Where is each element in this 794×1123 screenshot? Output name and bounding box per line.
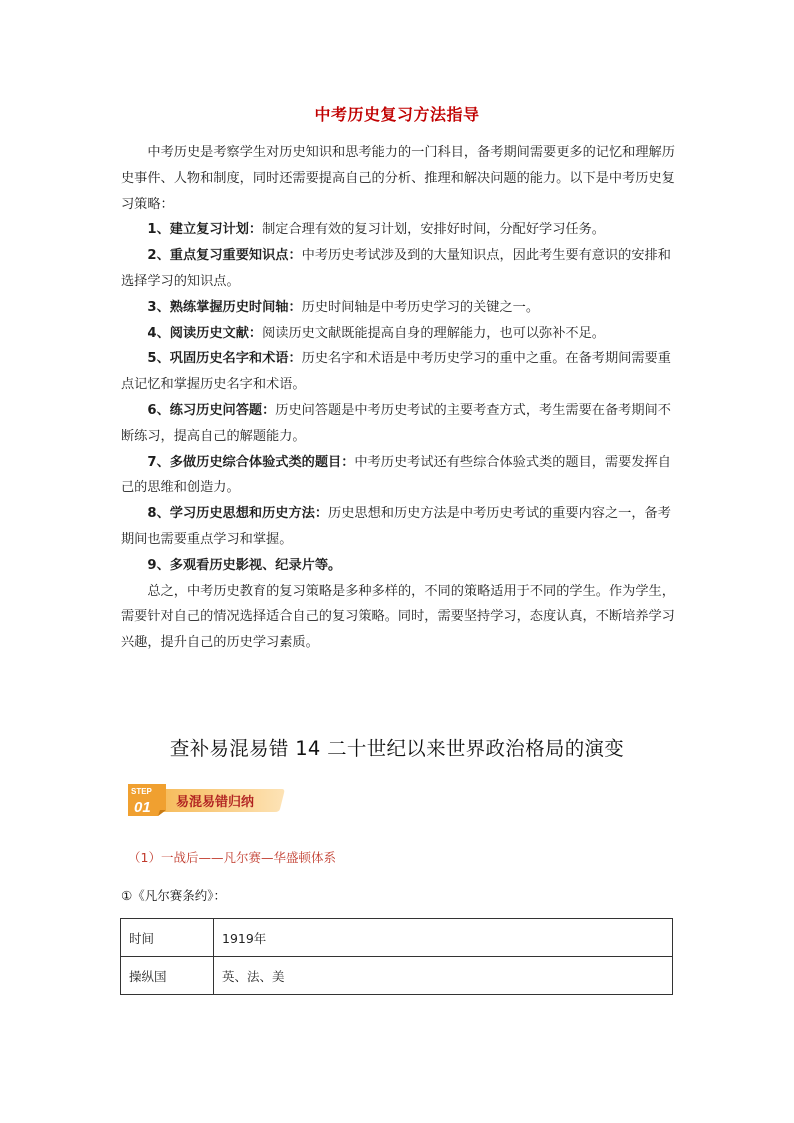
strategy-text: 历史时间轴是中考历史学习的关键之一。	[301, 299, 540, 315]
strategy-item	[121, 398, 677, 450]
conclusion-paragraph: 总之，中考历史教育的复习策略是多种多样的，不同的策略适用于不同的学生。作为学生，需要针对自己的情况选择适合自己的复习策略。同时，需要坚持学习，态度认真，不断培养学习兴趣，提升自己的历史学习素质。	[121, 583, 675, 651]
guide-body	[121, 140, 677, 656]
strategy-key: 9、多观看历史影视、纪录片等。	[147, 557, 342, 573]
strategy-key: 6、练习历史问答题：	[147, 402, 276, 418]
strategy-text: 历史问答题是中考历史考试的主要考查方式，考生需要在备考期间不断练习，提高自己的解题能力。	[121, 402, 671, 444]
table-row	[121, 919, 673, 957]
strategy-key: 8、学习历史思想和历史方法：	[147, 506, 329, 522]
step-number: 01	[134, 799, 151, 816]
strategy-item	[121, 501, 677, 553]
table-cell: 英、法、美	[214, 957, 673, 995]
strategy-item	[121, 346, 677, 398]
strategy-text: 阅读历史文献既能提高自身的理解能力，也可以弥补不足。	[262, 325, 605, 341]
strategy-key: 5、巩固历史名字和术语：	[147, 351, 302, 367]
strategy-text: 历史思想和历史方法是中考历史考试的重要内容之一，备考期间也需要重点学习和掌握。	[121, 506, 671, 547]
strategy-key: 2、重点复习重要知识点：	[147, 248, 302, 264]
strategy-item	[121, 321, 677, 347]
subheading: （1）一战后——凡尔赛—华盛顿体系	[128, 850, 336, 865]
table-cell: 操纵国	[121, 957, 214, 995]
table-row	[121, 957, 673, 995]
strategy-key: 7、多做历史综合体验式类的题目：	[147, 454, 355, 470]
step-label: 易混易错归纳	[176, 795, 255, 810]
step-badge	[124, 780, 286, 818]
strategy-text: 中考历史考试还有些综合体验式类的题目，需要发挥自己的思维和创造力。	[121, 454, 671, 496]
strategy-key: 1、建立复习计划：	[147, 222, 263, 238]
strategy-item	[121, 553, 677, 579]
strategy-key: 4、阅读历史文献：	[147, 325, 263, 341]
strategy-item	[121, 295, 677, 321]
guide-title: 中考历史复习方法指导	[314, 105, 480, 124]
strategy-item	[121, 217, 677, 243]
strategy-key: 3、熟练掌握历史时间轴：	[147, 299, 302, 315]
treaty-heading: ①《凡尔赛条约》：	[121, 888, 226, 903]
strategy-item	[121, 450, 677, 502]
section-title: 查补易混易错 14 二十世纪以来世界政治格局的演变	[169, 737, 625, 760]
intro-paragraph: 中考历史是考察学生对历史知识和思考能力的一门科目，备考期间需要更多的记忆和理解历史事件、人物和制度，同时还需要提高自己的分析、推理和解决问题的能力。以下是中考历史复习策略：	[121, 145, 675, 212]
strategy-text: 制定合理有效的复习计划，安排好时间，分配好学习任务。	[262, 222, 605, 238]
step-word: STEP	[131, 787, 152, 796]
strategy-text: 中考历史考试涉及到的大量知识点，因此考生要有意识的安排和选择学习的知识点。	[121, 248, 671, 289]
treaty-table	[120, 918, 673, 995]
strategy-text: 历史名字和术语是中考历史学习的重中之重。在备考期间需要重点记忆和掌握历史名字和术语。	[121, 351, 671, 393]
strategy-item	[121, 243, 677, 295]
table-cell: 1919年	[214, 919, 673, 957]
table-cell: 时间	[121, 919, 214, 957]
